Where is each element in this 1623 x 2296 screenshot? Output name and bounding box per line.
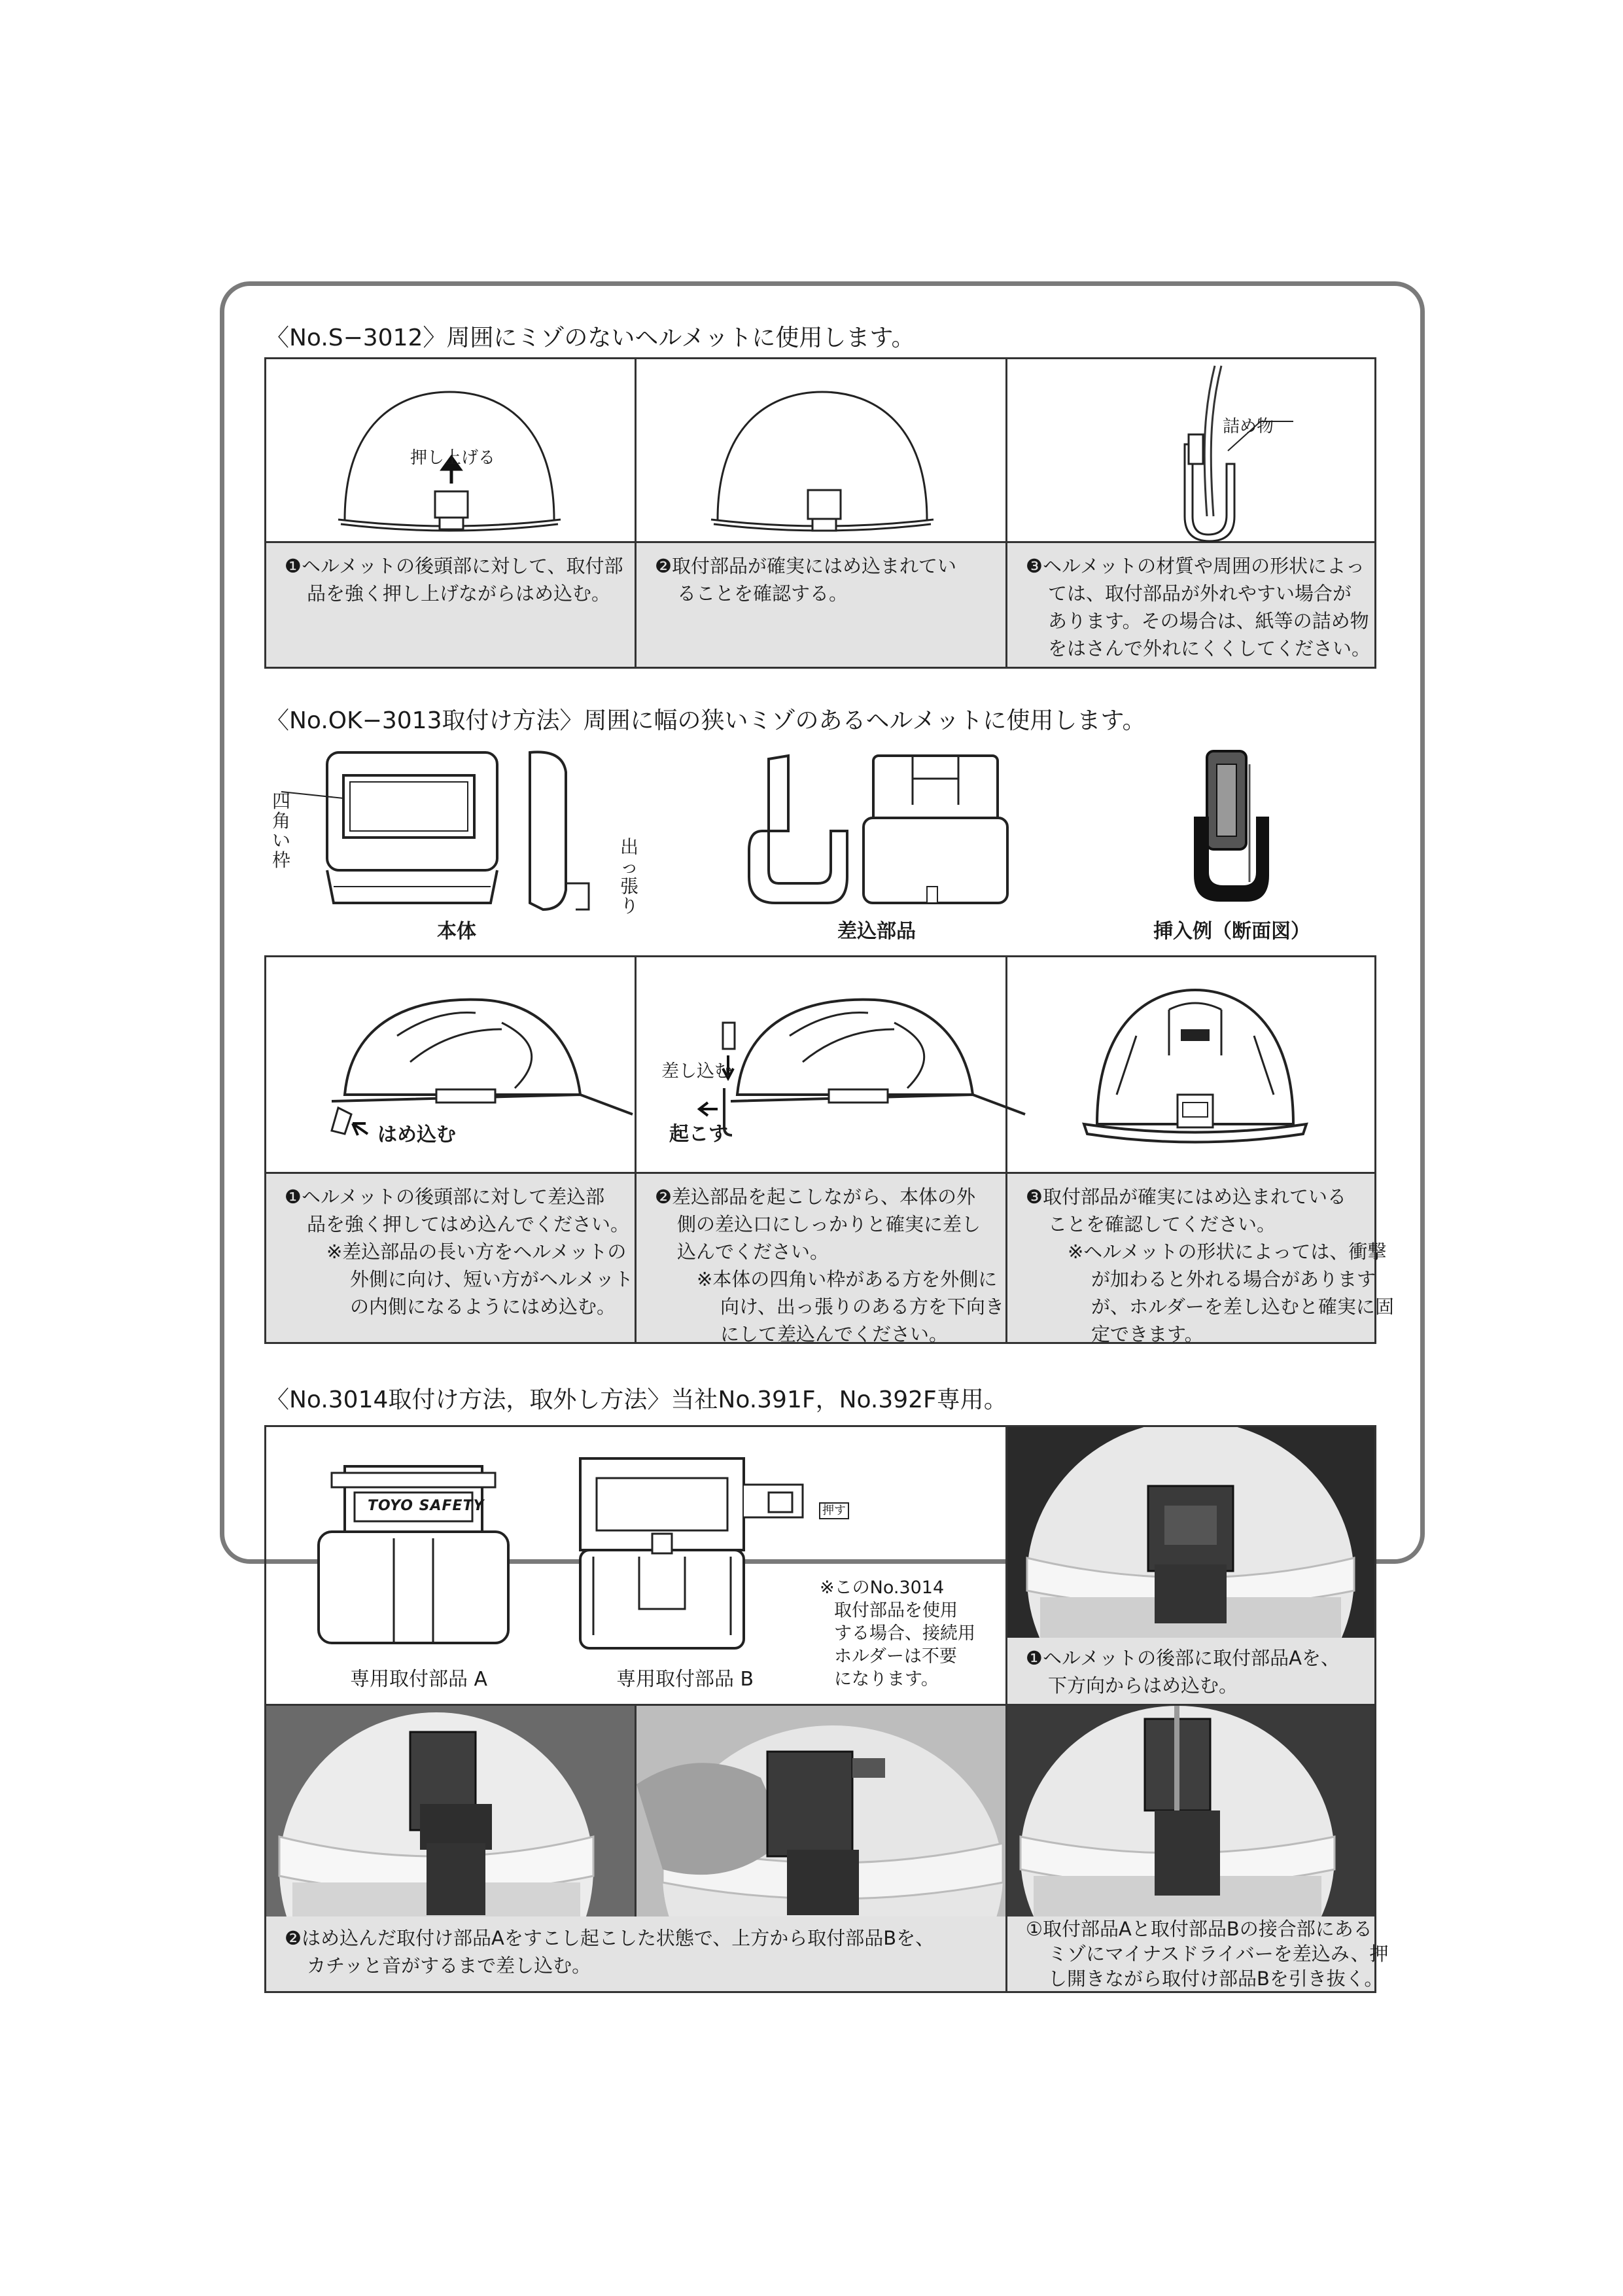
push-label: 押す (819, 1502, 849, 1519)
body-label: 本体 (437, 920, 476, 943)
helmet-fitted-figure (705, 385, 940, 536)
insert-label: 差込部品 (837, 920, 916, 943)
section3-heading: 〈No.3014取付け方法，取外し方法〉当社No.391F，No.392F専用。 (266, 1386, 1007, 1413)
photo-step1 (1007, 1427, 1374, 1638)
section1-heading: 〈No.S−3012〉周囲にミゾのないヘルメットに使用します。 (266, 325, 915, 351)
part-a-figure (312, 1466, 515, 1643)
removal-caption: ①取付部品Aと取付部品Bの接合部にある ミゾにマイナスドライバーを差込み、押 し開きながら取付け部品Bを引き抜く。 (1007, 1916, 1374, 1991)
frame-label: 四 角 い 枠 (271, 790, 290, 871)
step2-caption: ❷差込部品を起こしながら、本体の外 側の差込口にしっかりと確実に差し 込んでください。 ※本体の四角い枠がある方を外側に 向け、出っ張りのある方を下向き にして差込んでください。 (637, 1174, 1005, 1342)
part-note: ※このNo.3014 取付部品を使用 する場合、接続用 ホルダーは不要 になります。 (820, 1578, 975, 1689)
step1-caption: ❶ヘルメットの後部に取付部品Aを、 下方向からはめ込む。 (1007, 1638, 1374, 1704)
toyo-safety-logo: TOYO SAFETY (368, 1498, 485, 1514)
step3-caption: ❸取付部品が確実にはめ込まれている ことを確認してください。 ※ヘルメットの形状によっては、衝撃 が加わると外れる場合があります が、ホルダーを差し込むと確実に固 定できます。 (1007, 1174, 1374, 1342)
section1-table (264, 357, 1376, 669)
photo-step2a-image (266, 1706, 635, 1916)
photo-removal-image (1007, 1706, 1374, 1916)
part-a-label: 専用取付部品 A (350, 1668, 488, 1691)
section2-heading: 〈No.OK−3013取付け方法〉周囲に幅の狭いミゾのあるヘルメットに使用します。 (266, 707, 1146, 734)
helmet-side-insert-figure (685, 983, 999, 1147)
step2-caption: ❷はめ込んだ取付け部品Aをすこし起こした状態で、上方から取付部品Bを、 カチッと音がするまで差し込む。 (266, 1916, 1005, 1991)
filler-label: 詰め物 (1223, 417, 1274, 436)
cross-section-figure (1171, 751, 1302, 908)
body-part-figure (314, 752, 648, 923)
push-up-label: 押し上げる (410, 448, 496, 468)
fit-label: はめ込む (377, 1123, 456, 1146)
helmet-back-figure (1071, 983, 1319, 1154)
photo-step2b-image (637, 1706, 1005, 1916)
part-b-figure (580, 1458, 816, 1655)
section2-table (264, 955, 1394, 1345)
helmet-side-fit-figure (305, 983, 606, 1147)
step1-caption: ❶ヘルメットの後頭部に対して、取付部 品を強く押し上げながらはめ込む。 (266, 543, 635, 667)
raise-label: 起こす (669, 1123, 728, 1146)
protrusion-label: 出 っ 張 り (620, 836, 638, 917)
filler-section-figure (1130, 366, 1326, 536)
photo-step1-image (1007, 1427, 1374, 1638)
part-b-label: 専用取付部品 B (616, 1668, 754, 1691)
step2-caption: ❷取付部品が確実にはめ込まれてい ることを確認する。 (637, 543, 1005, 667)
section3-table (264, 1425, 1389, 1993)
photo-step2a (266, 1706, 635, 1916)
cross-section-label: 挿入例（断面図） (1153, 920, 1310, 943)
insert-in-label: 差し込む (661, 1061, 732, 1082)
step3-caption: ❸ヘルメットの材質や周囲の形状によっ ては、取付部品が外れやすい場合が あります。その場合は、紙等の詰め物 をはさんで外れにくくしてください。 (1007, 543, 1374, 667)
photo-removal (1007, 1706, 1374, 1916)
step1-caption: ❶ヘルメットの後頭部に対して差込部 品を強く押してはめ込んでください。 ※差込部品の長い方をヘルメットの 外側に向け、短い方がヘルメット の内側になるようにはめ込む。 (266, 1174, 635, 1342)
photo-step2b (637, 1706, 1005, 1916)
insert-part-figure (749, 752, 1024, 910)
